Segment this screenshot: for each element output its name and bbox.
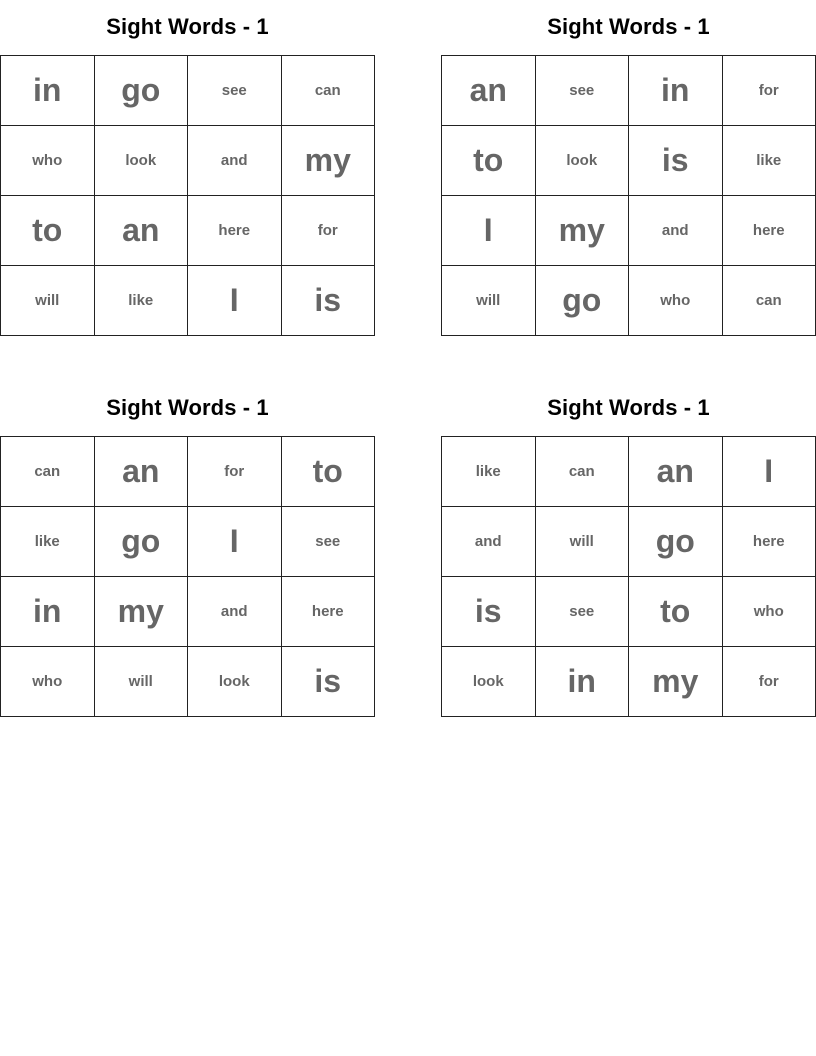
word-cell: who [723, 577, 816, 647]
word-cell: to [442, 126, 536, 196]
word-cell: is [442, 577, 536, 647]
word-cell: to [1, 196, 95, 266]
word-cell: I [188, 266, 282, 336]
word-grid [0, 55, 375, 336]
word-cell: go [536, 266, 630, 336]
word-cell: will [442, 266, 536, 336]
word-cell: to [282, 437, 376, 507]
card-title: Sight Words - 1 [106, 14, 269, 39]
word-cell: here [282, 577, 376, 647]
card-title: Sight Words - 1 [547, 14, 710, 39]
word-cell: will [95, 647, 189, 717]
word-cell: an [442, 56, 536, 126]
word-cell: my [95, 577, 189, 647]
word-cell: who [1, 126, 95, 196]
word-cell: an [95, 196, 189, 266]
word-cell: look [442, 647, 536, 717]
bingo-card-3 [0, 393, 375, 717]
word-cell: and [442, 507, 536, 577]
word-cell: can [536, 437, 630, 507]
word-cell: see [536, 56, 630, 126]
word-cell: look [188, 647, 282, 717]
word-cell: and [188, 577, 282, 647]
word-cell: can [282, 56, 376, 126]
word-cell: look [95, 126, 189, 196]
word-cell: for [723, 647, 816, 717]
word-cell: see [282, 507, 376, 577]
word-cell: here [723, 196, 816, 266]
word-cell: see [188, 56, 282, 126]
word-cell: in [1, 56, 95, 126]
word-cell: I [442, 196, 536, 266]
word-cell: like [723, 126, 816, 196]
word-cell: for [723, 56, 816, 126]
word-cell: go [629, 507, 723, 577]
word-cell: like [95, 266, 189, 336]
bingo-card-1 [0, 12, 375, 336]
word-grid [441, 436, 816, 717]
word-cell: can [1, 437, 95, 507]
word-cell: an [95, 437, 189, 507]
word-cell: and [629, 196, 723, 266]
bingo-card-2 [441, 12, 816, 336]
word-cell: will [1, 266, 95, 336]
word-cell: is [282, 647, 376, 717]
word-cell: here [188, 196, 282, 266]
word-cell: my [629, 647, 723, 717]
word-cell: go [95, 56, 189, 126]
word-cell: like [442, 437, 536, 507]
word-cell: here [723, 507, 816, 577]
word-cell: in [536, 647, 630, 717]
word-cell: in [629, 56, 723, 126]
word-cell: for [282, 196, 376, 266]
word-grid [441, 55, 816, 336]
word-cell: will [536, 507, 630, 577]
word-cell: is [282, 266, 376, 336]
word-cell: my [536, 196, 630, 266]
word-grid [0, 436, 375, 717]
word-cell: see [536, 577, 630, 647]
word-cell: who [629, 266, 723, 336]
word-cell: an [629, 437, 723, 507]
card-title: Sight Words - 1 [106, 395, 269, 420]
word-cell: can [723, 266, 816, 336]
word-cell: my [282, 126, 376, 196]
word-cell: to [629, 577, 723, 647]
word-cell: who [1, 647, 95, 717]
word-cell: go [95, 507, 189, 577]
word-cell: and [188, 126, 282, 196]
word-cell: I [723, 437, 816, 507]
word-cell: in [1, 577, 95, 647]
card-title: Sight Words - 1 [547, 395, 710, 420]
word-cell: look [536, 126, 630, 196]
word-cell: for [188, 437, 282, 507]
bingo-card-4 [441, 393, 816, 717]
word-cell: I [188, 507, 282, 577]
word-cell: like [1, 507, 95, 577]
word-cell: is [629, 126, 723, 196]
